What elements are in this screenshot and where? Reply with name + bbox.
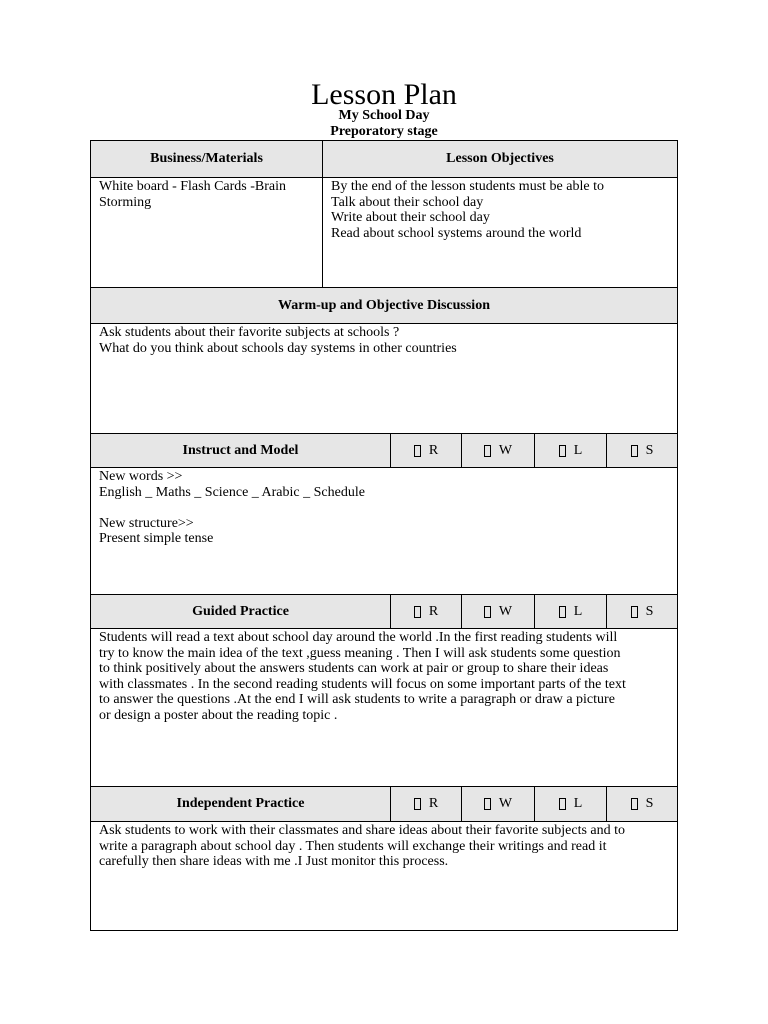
skill-label: S: [645, 603, 654, 619]
warmup-heading: Warm-up and Objective Discussion: [278, 297, 490, 313]
skill-label: W: [498, 603, 513, 619]
lesson-plan-table: [90, 140, 678, 931]
skill-label: S: [645, 442, 654, 458]
checkbox-icon: [484, 606, 491, 618]
instruct-skill-w: [461, 434, 534, 467]
materials-text: White board - Flash Cards -Brain Storming: [99, 179, 287, 210]
instruct-header-row: [91, 433, 677, 468]
checkbox-icon: [414, 606, 421, 618]
instruct-heading: Instruct and Model: [182, 442, 299, 458]
warmup-header-row: [91, 287, 677, 324]
document-title: Lesson Plan: [311, 78, 457, 111]
independent-header-row: [91, 786, 677, 822]
skill-label: W: [498, 442, 513, 458]
checkbox-icon: [559, 445, 566, 457]
lesson-topic: My School Day: [338, 108, 430, 123]
skill-label: R: [428, 796, 439, 811]
independent-skill-w: [461, 787, 534, 821]
checkbox-icon: [484, 445, 491, 457]
skill-label: S: [645, 796, 654, 811]
checkbox-icon: [484, 798, 491, 810]
checkbox-icon: [559, 606, 566, 618]
guided-skill-s: [606, 595, 677, 628]
independent-skill-l: [534, 787, 606, 821]
checkbox-icon: [414, 798, 421, 810]
instruct-text: New words >> English _ Maths _ Science _ Arabic _ Schedule New structure>> Present simple tense: [99, 469, 365, 546]
instruct-skill-r: [390, 434, 461, 467]
skill-label: W: [498, 796, 513, 811]
checkbox-icon: [414, 445, 421, 457]
checkbox-icon: [631, 606, 638, 618]
materials-heading: Business/Materials: [150, 151, 263, 166]
objectives-text: By the end of the lesson students must be able to Talk about their school day Write about their school day Read about school systems around the world: [322, 178, 677, 287]
objectives-heading: Lesson Objectives: [322, 141, 677, 177]
checkbox-icon: [631, 445, 638, 457]
independent-skill-r: [390, 787, 461, 821]
skill-label: L: [573, 796, 583, 811]
checkbox-icon: [631, 798, 638, 810]
guided-skill-l: [534, 595, 606, 628]
instruct-skill-l: [534, 434, 606, 467]
checkbox-icon: [559, 798, 566, 810]
skill-label: R: [428, 442, 439, 458]
materials-objectives-header-row: [91, 141, 677, 178]
skill-label: L: [573, 603, 583, 619]
skill-label: R: [428, 603, 439, 619]
independent-heading: Independent Practice: [176, 796, 305, 811]
guided-skill-w: [461, 595, 534, 628]
materials-objectives-body-row: [91, 178, 677, 287]
independent-skill-s: [606, 787, 677, 821]
warmup-text: Ask students about their favorite subjects at schools ? What do you think about schools day systems in other countries: [99, 325, 457, 356]
guided-skill-r: [390, 595, 461, 628]
guided-heading: Guided Practice: [192, 603, 289, 619]
guided-text: Students will read a text about school day around the world .In the first reading students will try to know the main idea of the text ,guess meaning . Then I will ask students some question to think positively about the answers students can work at pair or group to share their ideas with classmates . In the second reading students will focus on some important parts of the text to answer the questions .At the end I will ask students to write a paragraph or draw a picture or design a poster about the reading topic .: [99, 630, 626, 723]
guided-header-row: [91, 594, 677, 629]
instruct-skill-s: [606, 434, 677, 467]
lesson-stage: Preporatory stage: [330, 124, 438, 139]
skill-label: L: [573, 442, 583, 458]
independent-text: Ask students to work with their classmates and share ideas about their favorite subjects and to write a paragraph about school day . Then students will exchange their writings and read it carefully then share ideas with me .I Just monitor this process.: [99, 823, 626, 869]
